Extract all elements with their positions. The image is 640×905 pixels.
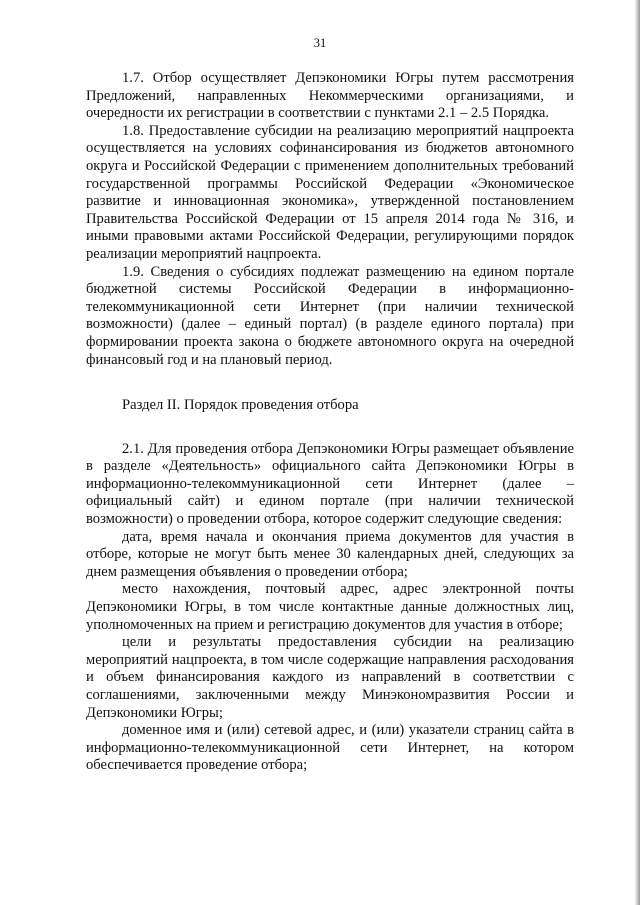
page-edge-shadow [635, 0, 640, 905]
page-number: 31 [313, 36, 327, 50]
list-item-dates: дата, время начала и окончания приема документов для участия в отборе, которые не могут быть менее 30 календарных дней, следующих за днем размещения объявления о проведении отбора; [86, 528, 574, 580]
paragraph-1-8: 1.8. Предоставление субсидии на реализацию мероприятий нацпроекта осуществляется на условиях софинансирования из бюджетов автономного округа и Российской Федерации с применением дополнительных требований государственной программы Российской Федерации «Экономическое развитие и инновационная экономика», утвержденной постановлением Правительства Российской Федерации от 15 апреля 2014 года № 316, и иными правовыми актами Российской Федерации, регулирующими порядок реализации мероприятий нацпроекта. [86, 122, 574, 262]
document-body [86, 70, 574, 775]
list-item-address: место нахождения, почтовый адрес, адрес электронной почты Депэкономики Югры, в том числе контактные данные должностных лиц, уполномоченных на прием и регистрацию документов для участия в отборе; [86, 581, 574, 633]
paragraph-1-9: 1.9. Сведения о субсидиях подлежат размещению на едином портале бюджетной системы Российской Федерации в информационно-телекоммуникационной сети Интернет (при наличии технической возможности) (далее – единый портал) (в разделе единого портала) при формировании проекта закона о бюджете автономного округа на очередной финансовый год и на плановый период. [86, 263, 574, 368]
list-item-goals: цели и результаты предоставления субсидии на реализацию мероприятий нацпроекта, в том числе содержащие направления расходования и объем финансирования каждого из направлений в соответствии с соглашениями, заключенными между Минэкономразвития России и Депэкономики Югры; [86, 634, 574, 721]
paragraph-2-1: 2.1. Для проведения отбора Депэкономики Югры размещает объявление в разделе «Деятельность» официального сайта Депэкономики Югры в информационно-телекоммуникационной сети Интернет (далее – официальный сайт) и едином портале (при наличии технической возможности) о проведении отбора, которое содержит следующие сведения: [86, 440, 574, 528]
paragraph-1-7: 1.7. Отбор осуществляет Депэкономики Югры путем рассмотрения Предложений, направленных Некоммерческими организациями, и очередности их регистрации в соответствии с пунктами 2.1 – 2.5 Порядка. [86, 70, 574, 122]
section-heading: Раздел II. Порядок проведения отбора [122, 397, 359, 414]
list-item-domain: доменное имя и (или) сетевой адрес, и (или) указатели страниц сайта в информационно-телекоммуникационной сети Интернет, на котором обеспечивается проведение отбора; [86, 722, 574, 774]
